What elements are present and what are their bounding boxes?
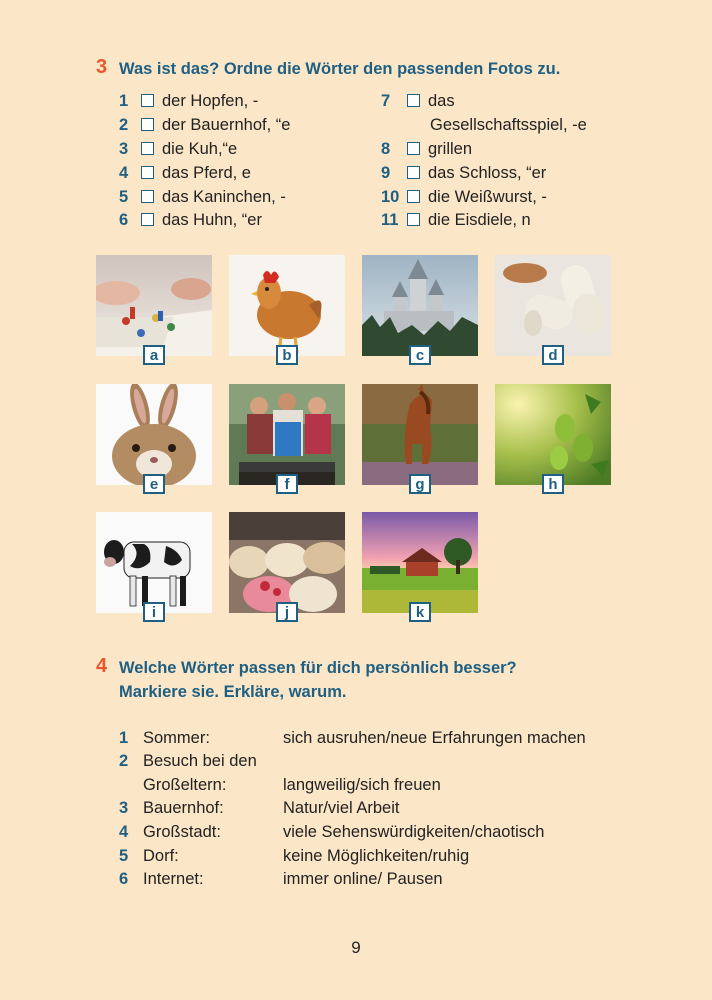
checkbox[interactable] bbox=[407, 190, 420, 203]
list-item: 1 der Hopfen, - bbox=[119, 92, 259, 110]
list-item: 10 die Weißwurst, - bbox=[381, 188, 547, 206]
list-item: 11 die Eisdiele, n bbox=[381, 211, 531, 229]
barbecue-photo bbox=[229, 384, 345, 485]
cow-photo bbox=[96, 512, 212, 613]
photo-label: a bbox=[143, 345, 165, 365]
checkbox[interactable] bbox=[141, 94, 154, 107]
photo-label: i bbox=[143, 602, 165, 622]
page-number: 9 bbox=[351, 938, 361, 957]
list-item: 5 das Kaninchen, - bbox=[119, 188, 286, 206]
checkbox[interactable] bbox=[407, 213, 420, 226]
rabbit-photo bbox=[96, 384, 212, 485]
list-item-continuation: Gesellschaftsspiel, -e bbox=[430, 116, 587, 134]
exercise-3-title: Was ist das? Ordne die Wörter den passenden Fotos zu. bbox=[119, 60, 561, 78]
list-item: 9 das Schloss, “er bbox=[381, 164, 547, 182]
list-item: 6 das Huhn, “er bbox=[119, 211, 262, 229]
checkbox[interactable] bbox=[407, 94, 420, 107]
exercise-4-number: 4 bbox=[96, 655, 108, 677]
photo-label: c bbox=[409, 345, 431, 365]
list-item: 7 das bbox=[381, 92, 455, 110]
checkbox[interactable] bbox=[141, 118, 154, 131]
farmhouse-photo bbox=[362, 512, 478, 613]
board-game-photo bbox=[96, 255, 212, 356]
hops-photo bbox=[495, 384, 611, 485]
checkbox[interactable] bbox=[141, 190, 154, 203]
list-item: 8 grillen bbox=[381, 140, 473, 158]
exercise-3-number: 3 bbox=[96, 56, 108, 78]
checkbox[interactable] bbox=[141, 213, 154, 226]
white-sausage-photo bbox=[495, 255, 611, 356]
list-item: 4 das Pferd, e bbox=[119, 164, 251, 182]
photo-label: f bbox=[276, 474, 298, 494]
photo-label: e bbox=[143, 474, 165, 494]
horse-photo bbox=[362, 384, 478, 485]
list-item: 2 der Bauernhof, “e bbox=[119, 116, 291, 134]
photo-label: g bbox=[409, 474, 431, 494]
checkbox[interactable] bbox=[407, 142, 420, 155]
exercise-4-title-line1: Welche Wörter passen für dich persönlich besser? bbox=[119, 659, 517, 677]
photo-label: d bbox=[542, 345, 564, 365]
ice-cream-parlor-photo bbox=[229, 512, 345, 613]
photo-label: k bbox=[409, 602, 431, 622]
photo-label: j bbox=[276, 602, 298, 622]
checkbox[interactable] bbox=[141, 166, 154, 179]
checkbox[interactable] bbox=[407, 166, 420, 179]
checkbox[interactable] bbox=[141, 142, 154, 155]
castle-photo bbox=[362, 255, 478, 356]
exercise-4-title-line2: Markiere sie. Erkläre, warum. bbox=[119, 683, 347, 701]
list-item: 3 die Kuh,“e bbox=[119, 140, 238, 158]
hen-photo bbox=[229, 255, 345, 356]
photo-label: b bbox=[276, 345, 298, 365]
photo-label: h bbox=[542, 474, 564, 494]
